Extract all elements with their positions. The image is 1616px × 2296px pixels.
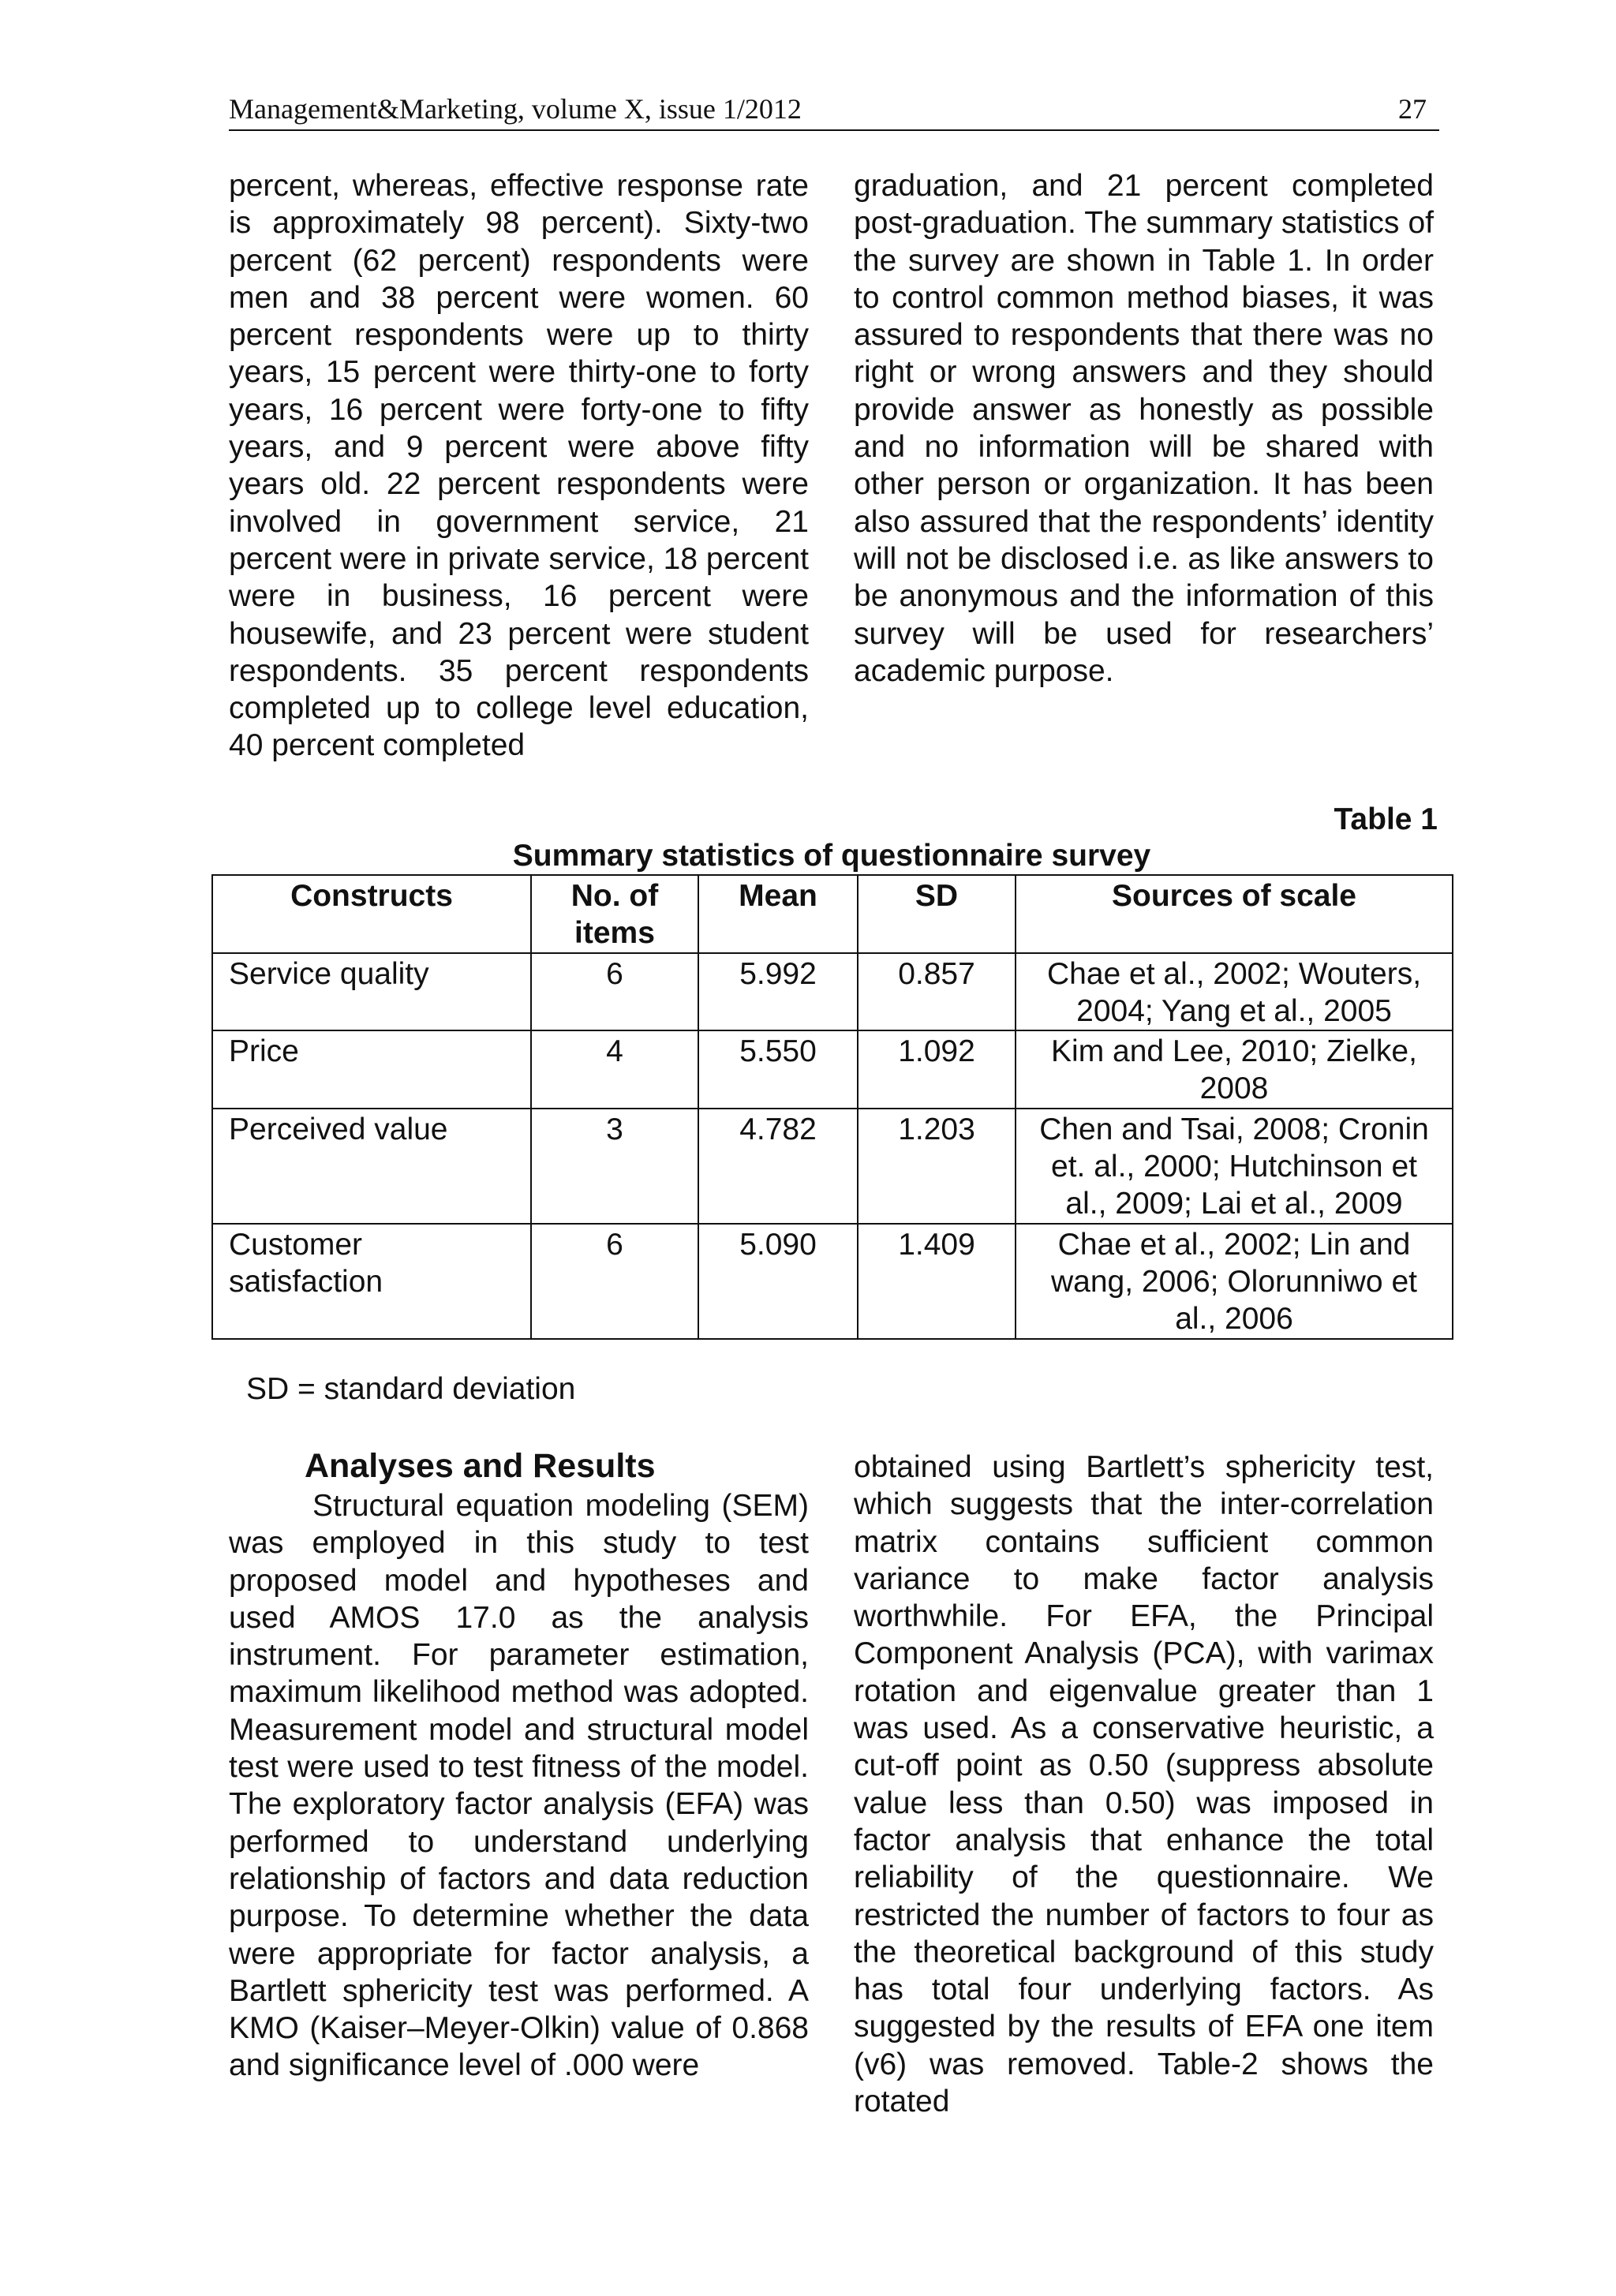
construct-cell: Service quality [212, 953, 531, 1031]
column-header: SD [858, 875, 1016, 953]
intro-right-column [854, 167, 1434, 690]
sources-cell: Chae et al., 2002; Lin and wang, 2006; Olorunniwo et al., 2006 [1016, 1224, 1453, 1339]
sd-cell: 1.092 [858, 1030, 1016, 1109]
items-cell: 4 [531, 1030, 698, 1109]
column-header: Constructs [212, 875, 531, 953]
intro-left-paragraph: percent, whereas, effective response rate is approximately 98 percent). Sixty-two percent (62 percent) respondents were men and 38 percent were women. 60 percent respondents were up to thirty years, 15 percent were thirty-one to forty years, 16 percent were forty-one to fifty years, and 9 percent were above fifty years old. 22 percent respondents were involved in government service, 21 percent were in private service, 18 percent were in business, 16 percent were housewife, and 23 percent were student respondents. 35 percent respondents completed up to college level education, 40 percent completed [229, 169, 809, 763]
mean-cell: 5.550 [698, 1030, 858, 1109]
analyses-right-paragraph: obtained using Bartlett’s sphericity test, which suggests that the inter-correlation matrix contains sufficient common variance to make factor analysis worthwhile. For EFA, the Principal Component Analysis (PCA), with varimax rotation and eigenvalue greater than 1 was used. As a conservative heuristic, a cut-off point as 0.50 (suppress absolute value less than 0.50) was imposed in factor analysis that enhance the total reliability of the questionnaire. We restricted the number of factors to four as the theoretical background of this study has total four underlying factors. As suggested by the results of EFA one item (v6) was removed. Table-2 shows the rotated [854, 1450, 1434, 2119]
table-row [212, 953, 1453, 1031]
sd-cell: 0.857 [858, 953, 1016, 1031]
summary-statistics-table [211, 874, 1453, 1340]
items-cell: 3 [531, 1109, 698, 1224]
construct-cell: Price [212, 1030, 531, 1109]
table-header-row [212, 875, 1453, 953]
table-row [212, 1030, 1453, 1109]
table-label: Table 1 [1334, 802, 1438, 836]
table-title: Summary statistics of questionnaire survey [512, 839, 1151, 873]
analyses-left-column [229, 1487, 809, 2085]
mean-cell: 4.782 [698, 1109, 858, 1224]
running-header [229, 88, 1439, 131]
analyses-left-paragraph: Structural equation modeling (SEM) was employed in this study to test proposed model and hypotheses and used AMOS 17.0 as the analysis instrument. For parameter estimation, maximum likelihood method was adopted. Measurement model and structural model test were used to test fitness of the model. The exploratory factor analysis (EFA) was performed to understand underlying relationship of factors and data reduction purpose. To determine whether the data were appropriate for factor analysis, a Bartlett sphericity test was performed. A KMO (Kaiser–Meyer-Olkin) value of 0.868 and significance level of .000 were [229, 1489, 809, 2083]
analyses-right-column [854, 1449, 1434, 2120]
sd-cell: 1.203 [858, 1109, 1016, 1224]
sd-cell: 1.409 [858, 1224, 1016, 1339]
column-header: No. of items [531, 875, 698, 953]
section-heading: Analyses and Results [305, 1447, 656, 1485]
sources-cell: Kim and Lee, 2010; Zielke, 2008 [1016, 1030, 1453, 1109]
journal-title: Management&Marketing, volume X, issue 1/2012 [229, 93, 802, 125]
table-row [212, 1109, 1453, 1224]
mean-cell: 5.992 [698, 953, 858, 1031]
construct-cell: Perceived value [212, 1109, 531, 1224]
table-row [212, 1224, 1453, 1339]
items-cell: 6 [531, 953, 698, 1031]
table-footnote: SD = standard deviation [246, 1372, 576, 1406]
sources-cell: Chae et al., 2002; Wouters, 2004; Yang et al., 2005 [1016, 953, 1453, 1031]
page-number: 27 [1398, 93, 1427, 125]
mean-cell: 5.090 [698, 1224, 858, 1339]
intro-right-paragraph: graduation, and 21 percent completed post-graduation. The summary statistics of the survey are shown in Table 1. In order to control common method biases, it was assured to respondents that there was no right or wrong answers and they should provide answer as honestly as possible and no information will be shared with other person or organization. It has been also assured that the respondents’ identity will not be disclosed i.e. as like answers to be anonymous and the information of this survey will be used for researchers’ academic purpose. [854, 169, 1434, 688]
construct-cell: Customer satisfaction [212, 1224, 531, 1339]
sources-cell: Chen and Tsai, 2008; Cronin et. al., 2000; Hutchinson et al., 2009; Lai et al., 2009 [1016, 1109, 1453, 1224]
items-cell: 6 [531, 1224, 698, 1339]
intro-left-column [229, 167, 809, 765]
column-header: Sources of scale [1016, 875, 1453, 953]
column-header: Mean [698, 875, 858, 953]
